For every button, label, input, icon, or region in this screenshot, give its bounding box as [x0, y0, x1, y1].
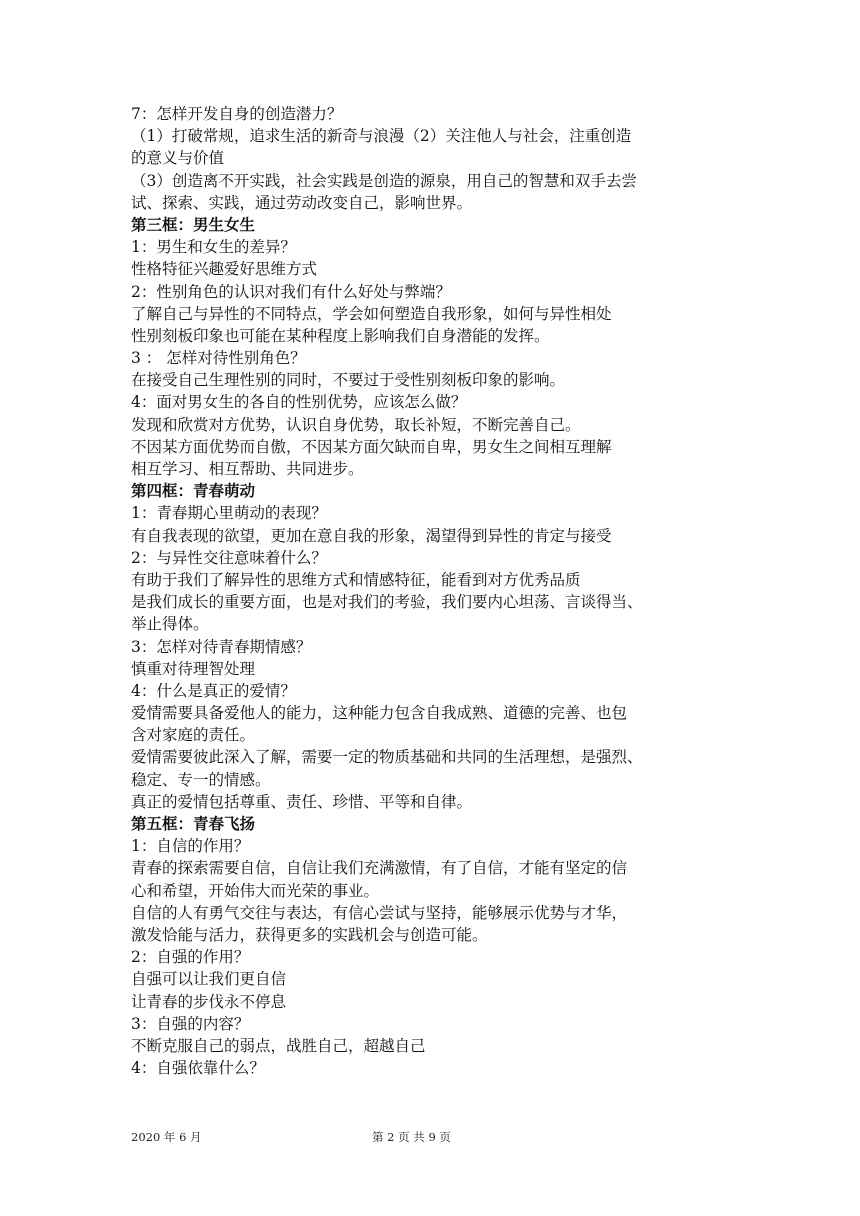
text-line: 心和希望，开始伟大而光荣的事业。: [131, 881, 380, 900]
text-line: 激发恰能与活力，获得更多的实践机会与创造可能。: [131, 925, 488, 944]
text-line: 有助于我们了解异性的思维方式和情感特征，能看到对方优秀品质: [131, 570, 581, 589]
text-line: 相互学习、相互帮助、共同进步。: [131, 460, 364, 478]
text-line: 试、探索、实践，通过劳动改变自己，影响世界。: [131, 193, 473, 212]
text-line: 了解自己与异性的不同特点，学会如何塑造自我形象，如何与异性相处: [131, 304, 612, 323]
text-line: 不因某方面优势而自傲，不因某方面欠缺而自卑，男女生之间相互理解: [131, 437, 612, 456]
text-line: 性别刻板印象也可能在某种程度上影响我们自身潜能的发挥。: [131, 326, 550, 345]
text-line: （1）打破常规，追求生活的新奇与浪漫（2）关注他人与社会，注重创造: [131, 127, 632, 146]
text-line: 2：与异性交往意味着什么？: [131, 548, 327, 567]
text-line: 含对家庭的责任。: [131, 726, 256, 745]
text-line: 2：性别角色的认识对我们有什么好处与弊端？: [131, 282, 451, 301]
text-line: 3 ： 怎样对待性别角色？: [131, 349, 306, 368]
text-line: 1：青春期心里萌动的表现？: [131, 504, 327, 523]
text-line: 爱情需要具备爱他人的能力，这种能力包含自我成熟、道德的完善、也包: [131, 704, 628, 723]
text-line: （3）创造离不开实践，社会实践是创造的源泉，用自己的智慧和双手去尝: [131, 171, 637, 190]
text-line: 4：什么是真正的爱情？: [131, 681, 296, 700]
text-line: 2：自强的作用？: [131, 948, 250, 967]
text-line: 真正的爱情包括尊重、责任、珍惜、平等和自律。: [131, 792, 473, 811]
footer-date: 2020 年 6 月: [131, 1130, 202, 1144]
text-line: 3：怎样对待青春期情感？: [131, 637, 312, 656]
text-line: 7：怎样开发自身的创造潜力？: [131, 105, 343, 123]
section-heading: 第五框：青春飞扬: [131, 815, 256, 833]
text-line: 自信的人有勇气交往与表达，有信心尝试与坚持，能够展示优势与才华，: [131, 903, 628, 922]
document-body: [131, 103, 731, 1079]
text-line: 性格特征兴趣爱好思维方式: [131, 260, 318, 279]
section-heading: 第四框：青春萌动: [131, 482, 256, 501]
text-line: 3：自强的内容？: [131, 1014, 250, 1033]
text-line: 有自我表现的欲望，更加在意自我的形象，渴望得到异性的肯定与接受: [131, 526, 612, 545]
text-line: 是我们成长的重要方面，也是对我们的考验，我们要内心坦荡、言谈得当、: [131, 593, 643, 612]
text-line: 4：自强依靠什么？: [131, 1059, 265, 1078]
text-line: 自强可以让我们更自信: [131, 970, 287, 989]
text-line: 举止得体。: [131, 615, 209, 634]
text-line: 稳定、专一的情感。: [131, 770, 271, 789]
text-line: 在接受自己生理性别的同时，不要过于受性别刻板印象的影响。: [131, 371, 566, 390]
text-line: 1：自信的作用？: [131, 837, 250, 856]
text-line: 发现和欣赏对方优势，认识自身优势，取长补短，不断完善自己。: [131, 415, 581, 434]
text-line: 青春的探索需要自信，自信让我们充满激情，有了自信，才能有坚定的信: [131, 859, 628, 878]
text-line: 1：男生和女生的差异？: [131, 238, 296, 257]
text-line: 让青春的步伐永不停息: [131, 992, 287, 1011]
section-heading: 第三框：男生女生: [131, 215, 256, 234]
text-line: 的意义与价值: [131, 149, 225, 168]
footer-page-number: 第 2 页 共 9 页: [372, 1130, 451, 1144]
text-line: 不断克服自己的弱点，战胜自己，超越自己: [131, 1036, 426, 1055]
text-line: 爱情需要彼此深入了解，需要一定的物质基础和共同的生活理想，是强烈、: [131, 748, 643, 767]
text-line: 慎重对待理智处理: [131, 659, 256, 678]
text-line: 4：面对男女生的各自的性别优势，应该怎么做？: [131, 393, 467, 412]
